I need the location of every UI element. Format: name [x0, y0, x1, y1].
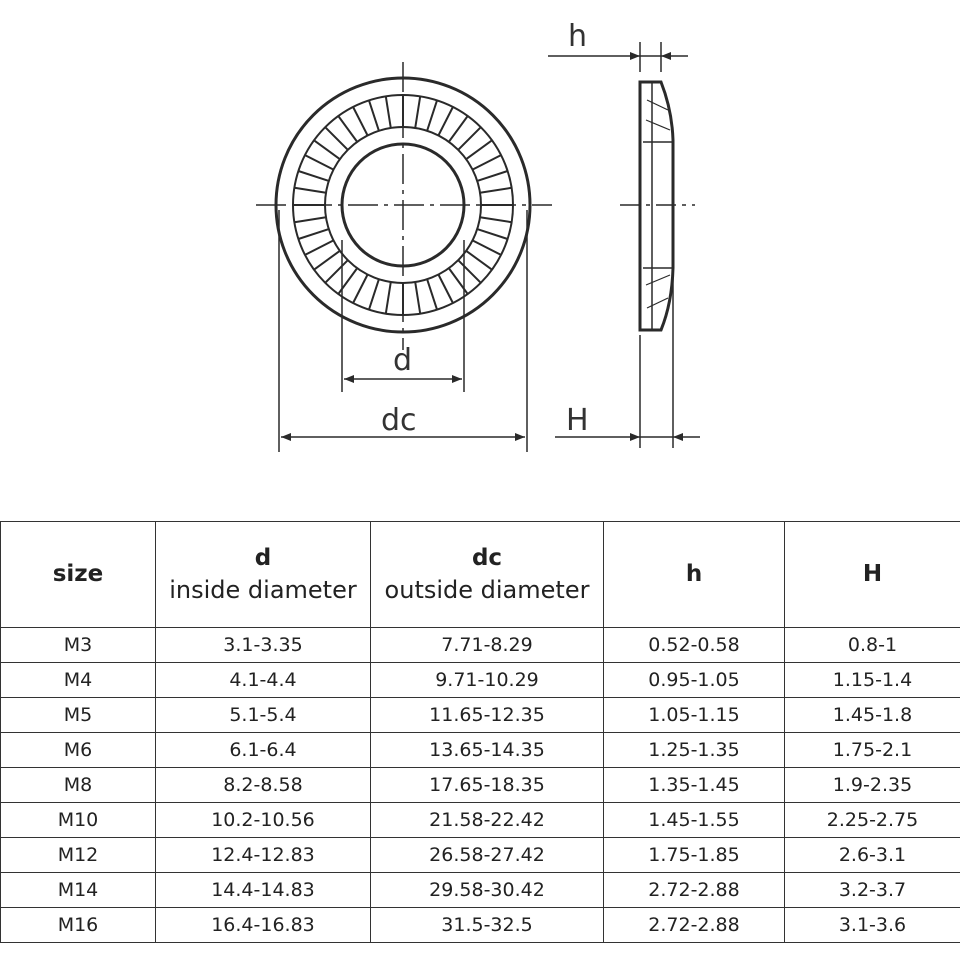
serration-tooth: [427, 279, 437, 309]
cell-d: 5.1-5.4: [156, 698, 371, 733]
cell-h: 0.52-0.58: [604, 628, 785, 663]
serration-tooth: [466, 140, 492, 159]
table-row: [1, 873, 960, 908]
cell-d: 14.4-14.83: [156, 873, 371, 908]
washer-front-view: [256, 62, 552, 350]
serration-tooth: [386, 282, 391, 314]
serration-tooth: [473, 155, 502, 170]
cell-dc: 31.5-32.5: [371, 908, 604, 943]
cell-d: 4.1-4.4: [156, 663, 371, 698]
table-row: [1, 908, 960, 943]
cell-H: 1.9-2.35: [785, 768, 960, 803]
serration-tooth: [415, 96, 420, 128]
serration-tooth: [466, 251, 492, 270]
cell-size: M3: [1, 628, 156, 663]
serration-hatch: [647, 100, 668, 110]
serration-tooth: [338, 268, 357, 294]
cell-h: 1.75-1.85: [604, 838, 785, 873]
cell-h: 0.95-1.05: [604, 663, 785, 698]
cell-d: 3.1-3.35: [156, 628, 371, 663]
cell-H: 2.25-2.75: [785, 803, 960, 838]
table-row: [1, 838, 960, 873]
column-header-main: H: [862, 560, 883, 587]
arrowhead: [281, 433, 291, 441]
cell-size: M8: [1, 768, 156, 803]
serration-tooth: [294, 217, 326, 222]
cell-H: 2.6-3.1: [785, 838, 960, 873]
column-header-main: d: [254, 544, 272, 571]
cell-size: M10: [1, 803, 156, 838]
cell-d: 10.2-10.56: [156, 803, 371, 838]
column-header-dc: [371, 522, 604, 628]
arrowhead: [673, 433, 683, 441]
cell-size: M16: [1, 908, 156, 943]
cell-h: 1.45-1.55: [604, 803, 785, 838]
cell-h: 1.05-1.15: [604, 698, 785, 733]
serration-tooth: [427, 100, 437, 130]
table-row: [1, 628, 960, 663]
table-row: [1, 663, 960, 698]
column-header-d: [156, 522, 371, 628]
table-header-row: [1, 522, 960, 628]
column-header-main: h: [685, 560, 703, 587]
column-header-sub: outside diameter: [384, 575, 590, 604]
cell-dc: 26.58-27.42: [371, 838, 604, 873]
cell-d: 12.4-12.83: [156, 838, 371, 873]
serration-tooth: [325, 260, 348, 283]
arrowhead: [515, 433, 525, 441]
serration-tooth: [369, 279, 379, 309]
serration-tooth: [477, 171, 507, 181]
cell-dc: 9.71-10.29: [371, 663, 604, 698]
cell-dc: 11.65-12.35: [371, 698, 604, 733]
cell-dc: 7.71-8.29: [371, 628, 604, 663]
arrowhead: [344, 375, 354, 383]
serration-tooth: [305, 240, 334, 255]
serration-tooth: [477, 229, 507, 239]
serration-hatch: [646, 275, 670, 285]
column-header-h: [604, 522, 785, 628]
cell-size: M4: [1, 663, 156, 698]
cell-size: M6: [1, 733, 156, 768]
column-header-size: [1, 522, 156, 628]
serration-hatch: [646, 120, 670, 130]
washer-side-view: [620, 82, 695, 330]
cell-d: 6.1-6.4: [156, 733, 371, 768]
column-header-main: dc: [471, 544, 503, 571]
arrowhead: [661, 52, 671, 60]
cell-h: 2.72-2.88: [604, 873, 785, 908]
label-H: H: [566, 403, 589, 438]
cell-H: 1.75-2.1: [785, 733, 960, 768]
serration-tooth: [338, 116, 357, 142]
arrowhead: [630, 433, 640, 441]
cell-h: 1.25-1.35: [604, 733, 785, 768]
cell-dc: 29.58-30.42: [371, 873, 604, 908]
serration-tooth: [438, 275, 453, 304]
serration-tooth: [473, 240, 502, 255]
serration-tooth: [305, 155, 334, 170]
cell-H: 0.8-1: [785, 628, 960, 663]
serration-tooth: [458, 127, 481, 150]
serration-tooth: [353, 275, 368, 304]
washer-side-profile: [640, 82, 673, 330]
serration-tooth: [480, 217, 512, 222]
cell-size: M14: [1, 873, 156, 908]
cell-size: M5: [1, 698, 156, 733]
cell-d: 16.4-16.83: [156, 908, 371, 943]
serration-tooth: [298, 229, 328, 239]
serration-tooth: [314, 140, 340, 159]
serration-tooth: [353, 107, 368, 136]
cell-H: 3.2-3.7: [785, 873, 960, 908]
label-dc: dc: [381, 403, 417, 438]
serration-hatch: [647, 298, 668, 308]
column-header-H: [785, 522, 960, 628]
table-row: [1, 768, 960, 803]
cell-h: 2.72-2.88: [604, 908, 785, 943]
arrowhead: [452, 375, 462, 383]
cell-H: 3.1-3.6: [785, 908, 960, 943]
arrowhead: [630, 52, 640, 60]
table-row: [1, 733, 960, 768]
cell-size: M12: [1, 838, 156, 873]
cell-dc: 21.58-22.42: [371, 803, 604, 838]
cell-d: 8.2-8.58: [156, 768, 371, 803]
spec-table-body: [1, 628, 960, 943]
serration-tooth: [386, 96, 391, 128]
serration-tooth: [480, 188, 512, 193]
serration-tooth: [325, 127, 348, 150]
serration-tooth: [415, 282, 420, 314]
serration-tooth: [294, 188, 326, 193]
serration-tooth: [458, 260, 481, 283]
serration-tooth: [449, 116, 468, 142]
cell-h: 1.35-1.45: [604, 768, 785, 803]
serration-tooth: [449, 268, 468, 294]
serration-tooth: [314, 251, 340, 270]
serration-tooth: [369, 100, 379, 130]
label-d: d: [393, 343, 413, 378]
cell-H: 1.15-1.4: [785, 663, 960, 698]
cell-dc: 17.65-18.35: [371, 768, 604, 803]
cell-H: 1.45-1.8: [785, 698, 960, 733]
label-h: h: [568, 19, 588, 54]
serration-tooth: [298, 171, 328, 181]
column-header-main: size: [52, 560, 104, 587]
table-row: [1, 698, 960, 733]
table-row: [1, 803, 960, 838]
serration-tooth: [438, 107, 453, 136]
spec-table: [0, 521, 960, 943]
cell-dc: 13.65-14.35: [371, 733, 604, 768]
column-header-sub: inside diameter: [169, 575, 357, 604]
